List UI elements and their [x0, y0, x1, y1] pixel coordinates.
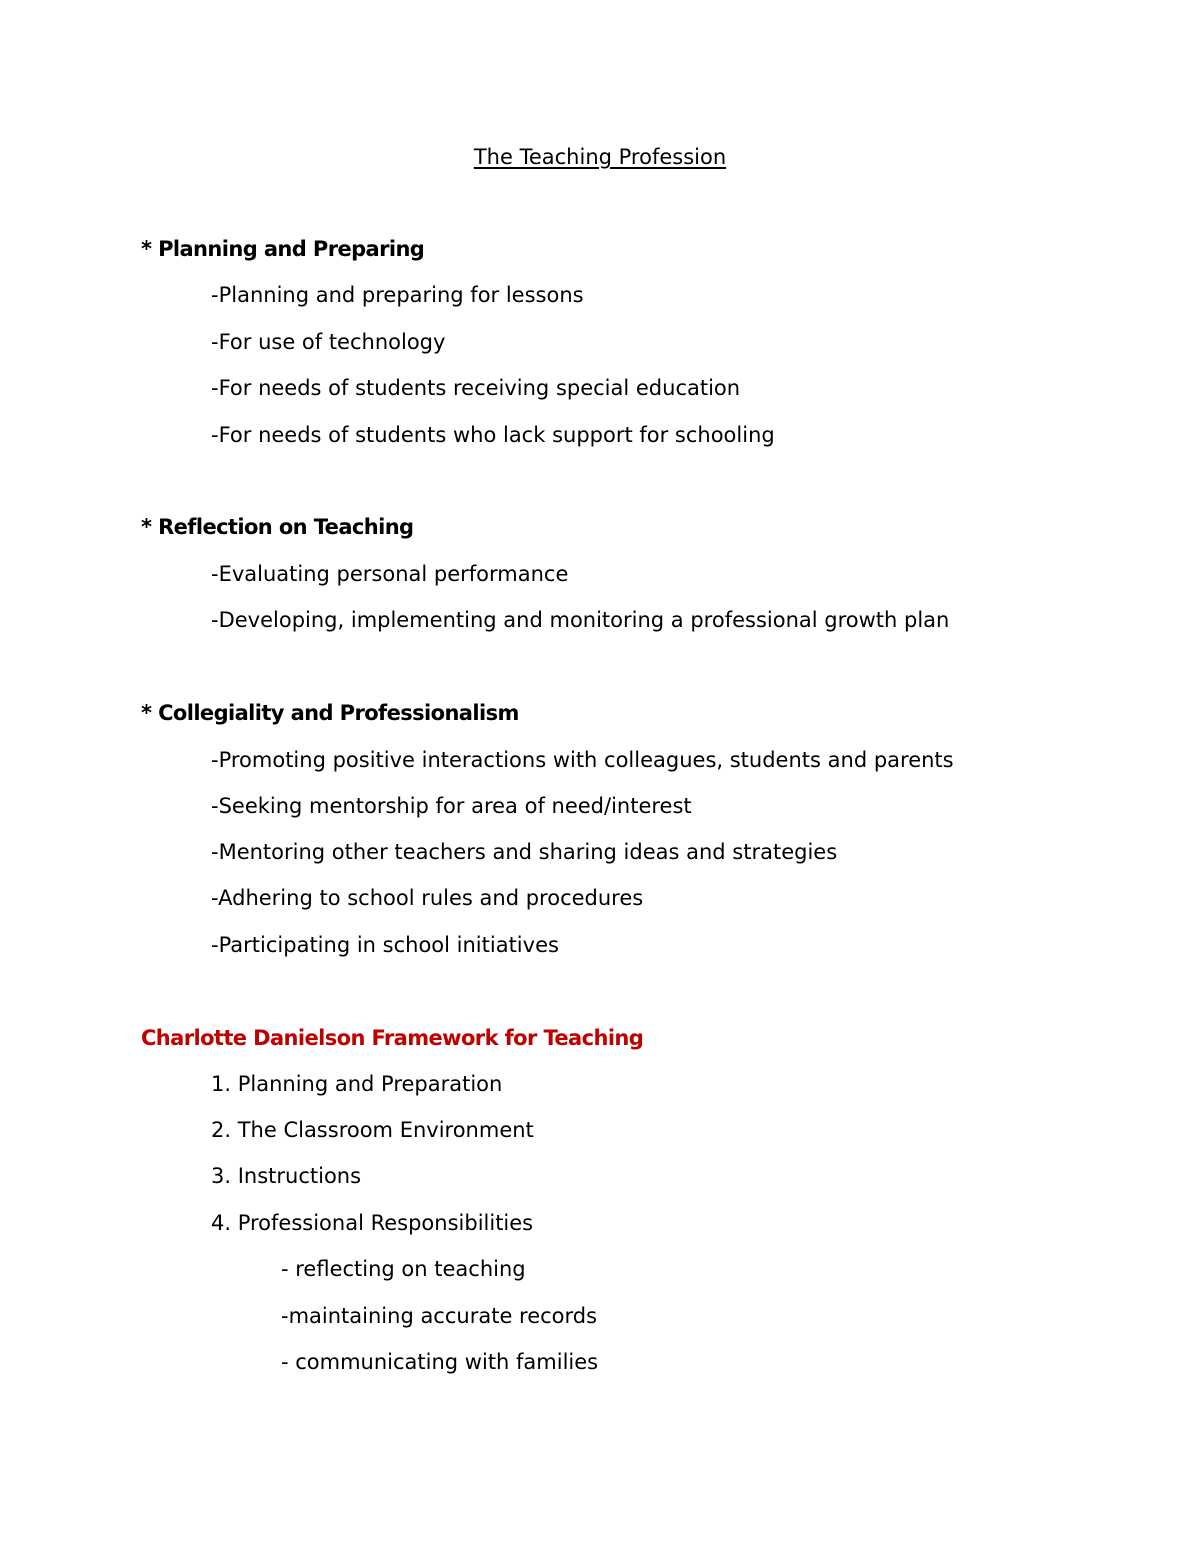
list-item: -Developing, implementing and monitoring a professional growth plan	[211, 608, 950, 632]
numbered-item: 3. Instructions	[211, 1164, 362, 1188]
section-heading-reflection: * Reflection on Teaching	[141, 515, 414, 539]
list-item: -Participating in school initiatives	[211, 933, 559, 957]
numbered-item: 2. The Classroom Environment	[211, 1118, 534, 1142]
list-item: -Evaluating personal performance	[211, 562, 569, 586]
sub-list-item: - communicating with families	[281, 1350, 599, 1374]
section-heading-planning: * Planning and Preparing	[141, 237, 425, 261]
document-title	[0, 141, 1200, 173]
numbered-item: 1. Planning and Preparation	[211, 1072, 503, 1096]
list-item: -For use of technology	[211, 330, 446, 354]
document-title-text: The Teaching Profession	[473, 145, 727, 169]
list-item: -Planning and preparing for lessons	[211, 283, 584, 307]
list-item: -Promoting positive interactions with colleagues, students and parents	[211, 748, 954, 772]
list-item: -For needs of students receiving special education	[211, 376, 741, 400]
framework-heading: Charlotte Danielson Framework for Teaching	[141, 1026, 644, 1050]
sub-list-item: -maintaining accurate records	[281, 1304, 598, 1328]
sub-list-item: - reflecting on teaching	[281, 1257, 526, 1281]
list-item: -For needs of students who lack support for schooling	[211, 423, 775, 447]
section-heading-collegiality: * Collegiality and Professionalism	[141, 701, 519, 725]
numbered-item: 4. Professional Responsibilities	[211, 1211, 534, 1235]
list-item: -Mentoring other teachers and sharing ideas and strategies	[211, 840, 838, 864]
list-item: -Adhering to school rules and procedures	[211, 886, 644, 910]
list-item: -Seeking mentorship for area of need/interest	[211, 794, 692, 818]
